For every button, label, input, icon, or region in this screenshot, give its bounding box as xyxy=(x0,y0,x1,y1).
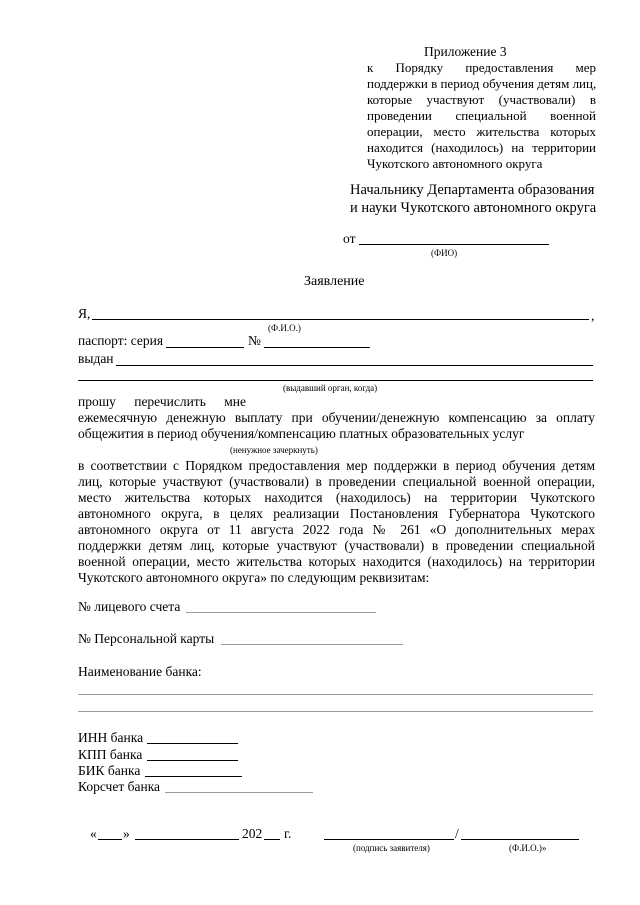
body-line: автономного округа, в целях реализации Постановления Губернатора Чукотского xyxy=(78,506,595,521)
annex-text xyxy=(367,60,596,172)
request-option-line: общежития в период обучения/компенсацию платных образовательных услуг xyxy=(78,426,525,441)
annex-line: операции, место жительства которых xyxy=(367,124,596,139)
date-day-field[interactable] xyxy=(98,839,122,840)
date-year-prefix: 202 xyxy=(242,826,263,841)
applicant-comma: , xyxy=(591,308,595,323)
kpp-label: КПП банка xyxy=(78,747,143,762)
body-line: поддержки детям лиц, которые участвуют (участвовали) в проведении специальной xyxy=(78,538,595,553)
request-body xyxy=(78,458,595,586)
signature-field[interactable] xyxy=(324,839,454,840)
strike-caption: (ненужное зачеркнуть) xyxy=(230,445,318,455)
request-word: мне xyxy=(224,394,246,409)
bank-name-field[interactable] xyxy=(78,694,593,695)
request-options xyxy=(78,410,595,442)
date-month-field[interactable] xyxy=(135,839,239,840)
addressee-line-1: Начальнику Департамента образования xyxy=(350,182,595,198)
passport-number-label: № xyxy=(248,333,261,348)
account-label: № лицевого счета xyxy=(78,599,181,614)
body-line: автономного округа от 11 августа 2022 года № 261 «О дополнительных мерах xyxy=(78,522,595,537)
card-field[interactable] xyxy=(221,644,403,645)
body-line: лиц, которые участвуют (участвовали) в проведении специальной военной операции, xyxy=(78,474,595,489)
addressee-line-2: и науки Чукотского автономного округа xyxy=(350,200,597,216)
request-word: перечислить xyxy=(134,394,206,409)
signature-slash: / xyxy=(455,826,459,841)
kpp-field[interactable] xyxy=(147,760,238,761)
corr-account-field[interactable] xyxy=(165,792,313,793)
annex-line: Чукотского автономного округа xyxy=(367,156,543,171)
body-line: военной операции, место жительства которых находится (находилось) на территории xyxy=(78,554,595,569)
date-quote-close: » xyxy=(123,826,130,841)
issued-field[interactable] xyxy=(116,365,593,366)
annex-line: к Порядку предоставления мер xyxy=(367,60,596,75)
i-label: Я, xyxy=(78,306,91,321)
from-fio-field[interactable] xyxy=(359,244,549,245)
inn-field[interactable] xyxy=(147,743,238,744)
issuer-caption: (выдавший орган, когда) xyxy=(283,383,378,393)
annex-line: которые участвуют (участвовали) в xyxy=(367,92,596,107)
from-fio-caption: (ФИО) xyxy=(431,248,458,258)
issued-field-continued[interactable] xyxy=(78,380,593,381)
inn-label: ИНН банка xyxy=(78,730,144,745)
annex-title: Приложение 3 xyxy=(424,44,507,59)
body-line: Чукотского автономного округа» по следующим реквизитам: xyxy=(78,570,430,585)
signature-caption: (подпись заявителя) xyxy=(353,843,430,853)
account-field[interactable] xyxy=(186,612,376,613)
body-line: место жительства которых находится (находилось) на территории Чукотского xyxy=(78,490,595,505)
request-option-line: ежемесячную денежную выплату при обучении/денежную компенсацию за оплату xyxy=(78,410,595,425)
issued-label: выдан xyxy=(78,351,114,366)
page-title: Заявление xyxy=(304,274,365,289)
bik-label: БИК банка xyxy=(78,763,141,778)
bik-field[interactable] xyxy=(145,776,242,777)
date-quote-open: « xyxy=(90,826,97,841)
bank-name-label: Наименование банка: xyxy=(78,664,202,679)
applicant-fio-field[interactable] xyxy=(92,319,589,320)
request-word: прошу xyxy=(78,394,116,409)
request-words xyxy=(78,394,246,410)
date-year-suffix: г. xyxy=(284,826,292,841)
passport-series-field[interactable] xyxy=(166,347,244,348)
bank-name-field-continued[interactable] xyxy=(78,711,593,712)
body-line: в соответствии с Порядком предоставления мер поддержки в период обучения детям xyxy=(78,458,595,473)
signature-fio-field[interactable] xyxy=(461,839,579,840)
applicant-fio-caption: (Ф.И.О.) xyxy=(268,323,301,333)
annex-line: находится (находилось) на территории xyxy=(367,140,596,155)
date-year-field[interactable] xyxy=(264,839,280,840)
passport-series-label: паспорт: серия xyxy=(78,333,164,348)
annex-line: проведении специальной военной xyxy=(367,108,596,123)
signature-fio-caption: (Ф.И.О.)» xyxy=(509,843,547,853)
annex-line: поддержки в период обучения детям лиц, xyxy=(367,76,597,91)
card-label: № Персональной карты xyxy=(78,631,215,646)
corr-account-label: Корсчет банка xyxy=(78,779,161,794)
passport-number-field[interactable] xyxy=(264,347,370,348)
from-label: от xyxy=(343,231,356,246)
